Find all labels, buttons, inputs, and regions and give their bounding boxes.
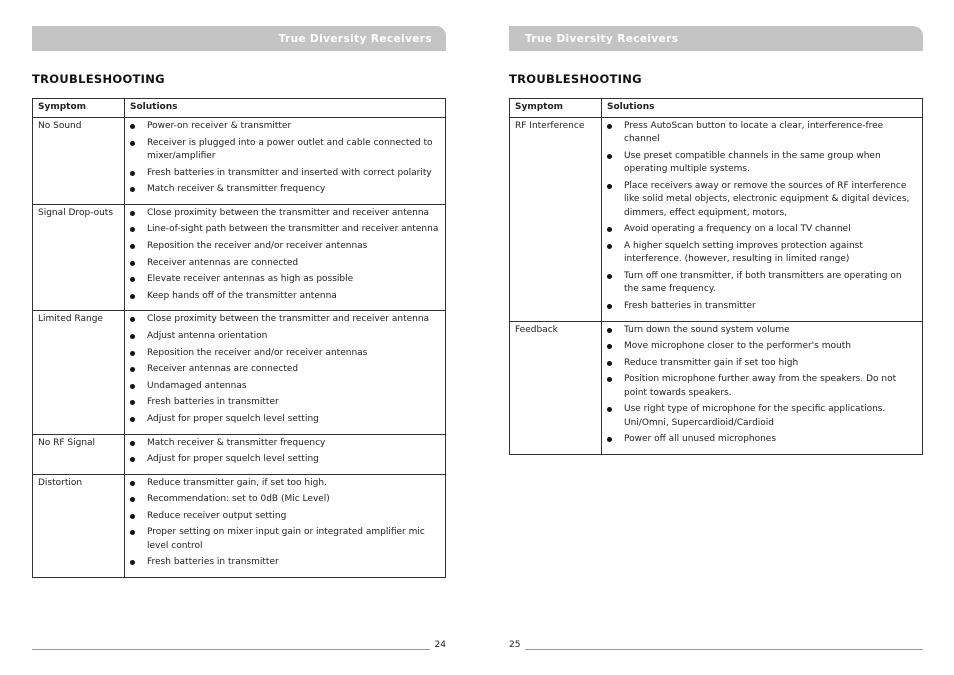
list-item: Fresh batteries in transmitter and inserted with correct polarity <box>129 167 439 180</box>
list-item: Turn off one transmitter, if both transmitters are operating on the same frequency. <box>606 270 916 297</box>
solutions-list <box>129 120 439 197</box>
solutions-list <box>129 207 439 303</box>
list-item: Turn down the sound system volume <box>606 324 916 337</box>
table-row <box>33 204 446 311</box>
table-row <box>33 474 446 577</box>
list-item: Close proximity between the transmitter and receiver antenna <box>129 207 439 220</box>
section-header-bar: True Diversity Receivers <box>32 26 446 51</box>
table-header-row <box>510 99 923 118</box>
list-item: Reduce transmitter gain if set too high <box>606 357 916 370</box>
solutions-cell <box>602 321 923 454</box>
troubleshooting-table <box>509 98 923 455</box>
solutions-cell <box>602 118 923 322</box>
column-header-solutions: Solutions <box>602 99 923 118</box>
list-item: Place receivers away or remove the sources of RF interference like solid metal objects, electronic equipment & digital devices, dimmers, effect equipment, motors, <box>606 180 916 220</box>
symptom-cell: No Sound <box>33 118 125 205</box>
table-row <box>510 321 923 454</box>
footer-rule <box>32 649 430 650</box>
list-item: Proper setting on mixer input gain or integrated amplifier mic level control <box>129 526 439 553</box>
page-title: TROUBLESHOOTING <box>32 72 165 86</box>
list-item: Receiver is plugged into a power outlet and cable connected to mixer/amplifier <box>129 137 439 164</box>
list-item: Elevate receiver antennas as high as possible <box>129 273 439 286</box>
page-title: TROUBLESHOOTING <box>509 72 642 86</box>
footer-rule <box>525 649 923 650</box>
list-item: Avoid operating a frequency on a local TV channel <box>606 223 916 236</box>
solutions-cell <box>125 434 446 474</box>
list-item: Receiver antennas are connected <box>129 363 439 376</box>
list-item: Undamaged antennas <box>129 380 439 393</box>
solutions-cell <box>125 204 446 311</box>
solutions-list <box>129 437 439 467</box>
list-item: Recommendation: set to 0dB (Mic Level) <box>129 493 439 506</box>
list-item: Receiver antennas are connected <box>129 257 439 270</box>
table-row <box>33 434 446 474</box>
list-item: Close proximity between the transmitter and receiver antenna <box>129 313 439 326</box>
list-item: Adjust for proper squelch level setting <box>129 453 439 466</box>
list-item: Adjust antenna orientation <box>129 330 439 343</box>
list-item: Power off all unused microphones <box>606 433 916 446</box>
table-header-row <box>33 99 446 118</box>
list-item: Match receiver & transmitter frequency <box>129 437 439 450</box>
table-row <box>33 118 446 205</box>
page-number: 25 <box>509 640 521 650</box>
list-item: Fresh batteries in transmitter <box>129 556 439 569</box>
list-item: Use right type of microphone for the specific applications. Uni/Omni, Supercardioid/Cardioid <box>606 403 916 430</box>
solutions-list <box>129 313 439 426</box>
column-header-symptom: Symptom <box>33 99 125 118</box>
column-header-solutions: Solutions <box>125 99 446 118</box>
list-item: Adjust for proper squelch level setting <box>129 413 439 426</box>
symptom-cell: Limited Range <box>33 311 125 434</box>
list-item: Power-on receiver & transmitter <box>129 120 439 133</box>
solutions-cell <box>125 474 446 577</box>
left-page <box>32 0 446 675</box>
solutions-cell <box>125 311 446 434</box>
list-item: Reposition the receiver and/or receiver antennas <box>129 347 439 360</box>
column-header-symptom: Symptom <box>510 99 602 118</box>
list-item: Use preset compatible channels in the same group when operating multiple systems. <box>606 150 916 177</box>
list-item: A higher squelch setting improves protection against interference. (however, resulting in limited range) <box>606 240 916 267</box>
list-item: Fresh batteries in transmitter <box>606 300 916 313</box>
symptom-cell: Distortion <box>33 474 125 577</box>
symptom-cell: Signal Drop-outs <box>33 204 125 311</box>
troubleshooting-table <box>32 98 446 578</box>
list-item: Keep hands off of the transmitter antenna <box>129 290 439 303</box>
list-item: Fresh batteries in transmitter <box>129 396 439 409</box>
right-page <box>509 0 923 675</box>
list-item: Line-of-sight path between the transmitter and receiver antenna <box>129 223 439 236</box>
symptom-cell: RF Interference <box>510 118 602 322</box>
section-header-bar: True Diversity Receivers <box>509 26 923 51</box>
list-item: Reposition the receiver and/or receiver antennas <box>129 240 439 253</box>
table-row <box>510 118 923 322</box>
solutions-list <box>606 324 916 447</box>
list-item: Reduce transmitter gain, if set too high. <box>129 477 439 490</box>
table-row <box>33 311 446 434</box>
list-item: Position microphone further away from the speakers. Do not point towards speakers. <box>606 373 916 400</box>
list-item: Reduce receiver output setting <box>129 510 439 523</box>
solutions-list <box>606 120 916 313</box>
list-item: Match receiver & transmitter frequency <box>129 183 439 196</box>
symptom-cell: No RF Signal <box>33 434 125 474</box>
list-item: Press AutoScan button to locate a clear, interference-free channel <box>606 120 916 147</box>
list-item: Move microphone closer to the performer's mouth <box>606 340 916 353</box>
solutions-list <box>129 477 439 570</box>
page-number: 24 <box>434 640 446 650</box>
symptom-cell: Feedback <box>510 321 602 454</box>
solutions-cell <box>125 118 446 205</box>
